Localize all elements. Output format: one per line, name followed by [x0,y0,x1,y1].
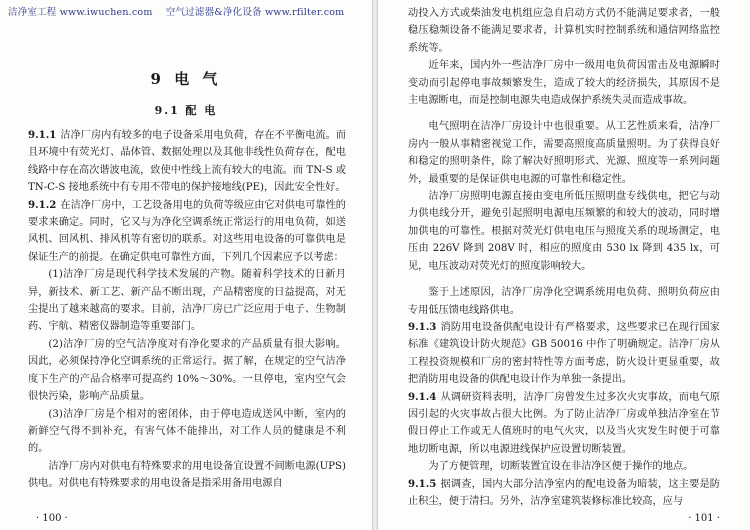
watermark-header [8,4,354,18]
left_page-paragraph [28,127,346,197]
right_page-paragraph [408,458,720,475]
paragraph-text: (1)洁净厂房是现代科学技术发展的产物。随着科学技术的日新月异，新技术、新工艺、新产品不断出现，产品精密度的日益提高，对无尘提出了越来越高的要求。目前，洁净厂房已广泛应用于电子、生物制药、宇航、精密仪器制造等重要部门。 [28,269,346,333]
paragraph-text: 鉴于上述原因，洁净厂房净化空调系统用电负荷、照明负荷应由专用低压馈电线路供电。 [408,287,720,316]
clause-number: 9.1.4 [408,390,437,403]
left-page-body [28,127,346,493]
left_page-paragraph [28,406,346,458]
page-number-right: · 101 · [688,513,720,524]
paragraph-text: 近年来，国内外一些洁净厂房中一级用电负荷因雷击及电源瞬时变动而引起停电事故频繁发生，造成了较大的经济损失，其原因不是主电源断电，而是控制电源失电造成保护系统失灵而造成事故。 [408,60,720,107]
left_page-paragraph [28,197,346,267]
paragraph-text: 洁净厂房内对供电有特殊要求的用电设备宜设置不间断电源(UPS)供电。对供电有特殊要求的用电设备是指采用备用电源自 [28,460,346,490]
paragraph-text: 洁净厂房照明电源直接由变电所低压照明盘专线供电，把它与动力供电线分开，避免引起照明电源电压频繁的和较大的波动，同时增加供电的可靠性。根据对荧光灯供电电压与照度关系的现场测定，电压由 226V 降到 208V 时，相应的照度由 530 lx 降到 435 lx，可见，电压波动对荧光灯的照度影响较大。 [408,191,720,272]
watermark-site-2: 空气过滤器&净化设备 www.rfilter.com [165,7,345,18]
left_page-paragraph [28,336,346,406]
right_page-paragraph [408,476,720,511]
paragraph-text: 动投入方式或柴油发电机组应急自启动方式仍不能满足要求者，一般稳压稳频设备不能满足要求者，计算机实时控制系统和通信网络监控系统等。 [408,8,720,54]
right_page-paragraph [408,188,720,275]
right_page-paragraph [408,118,720,188]
paragraph-text: 为了方便管理，切断装置宜设在非洁净区便于操作的地点。 [428,461,694,473]
paragraph-text: 消防用电设备供配电设计有严格要求，这些要求已在现行国家标准《建筑设计防火规范》GB 50016 中作了明确规定。洁净厂房从工程投资规模和厂房的密封特性等方面考虑，防火设计更显重要，故把消防用电设备的供配电设计作为单独一条提出。 [408,321,720,386]
paragraph-text: 电气照明在洁净厂房设计中也很重要。从工艺性质来看，洁净厂房内一般从事精密视觉工作，需要高照度高质量照明。为了获得良好和稳定的照明条件，除了解决好照明形式、光源、照度等一系列问题外，最重要的是保证供电电源的可靠性和稳定性。 [408,121,720,185]
paragraph-text: (2)洁净厂房的空气洁净度对有净化要求的产品质量有很大影响。因此，必须保持净化空调系统的正常运行。据了解，在规定的空气洁净度下生产的产品合格率可提高约 10%～30%。一旦停电，室内空气会很快污染，影响产品质量。 [28,338,346,403]
clause-number: 9.1.1 [28,129,57,141]
left-page [0,0,372,530]
right_page-paragraph [408,5,720,57]
paragraph-text: (3)洁净厂房是个相对的密闭体，由于停电造成送风中断，室内的新鲜空气得不到补充，有害气体不能排出，对工作人员的健康是不利的。 [28,408,346,455]
clause-number: 9.1.5 [408,477,437,490]
paragraph-text: 洁净厂房内有较多的电子设备采用电负荷，存在不平衡电流。而且环境中有荧光灯、晶体管、数据处理以及其他非线性负荷存在，配电线路中存在高次谐波电流，致使中性线上流有较大的电流。而 TN-S 或 TN-C-S 接地系统中有专用不带电的保护接地线(PE)，因此安全性好。 [28,130,346,194]
watermark-site-1: 洁净室工程 www.iwuchen.com [8,7,153,18]
section-title: 9.1 配 电 [154,104,218,117]
chapter-title: 9 电 气 [150,70,222,88]
right_page-paragraph [408,389,720,459]
paragraph-text: 据调查，国内大部分洁净室内的配电设备为暗装，这主要是防止积尘，便于清扫。另外，洁净室建筑装修标准比较高，应与 [408,478,720,507]
right-page [378,0,750,530]
paragraph-text: 在洁净厂房中，工艺设备用电的负荷等级应由它对供电可靠性的要求来确定。同时，它又与为净化空调系统正常运行的用电负荷，如送风机、回风机、排风机等有密切的联系。对这些用电设备的可靠供电是保证生产的前提。在确定供电可靠性方面，下列几个因素应予以考虑： [28,199,346,263]
paragraph-text: 从调研资料表明，洁净厂房曾发生过多次火灾事故，而电气原因引起的火灾事故占很大比例。为了防止洁净厂房或单独洁净室在节假日停止工作或无人值班时的电气火灾，以及当火灾发生时便于可靠地切断电源，所以电源进线保护应设置切断装置。 [408,391,720,455]
right_page-paragraph [408,57,720,109]
right_page-paragraph [408,319,720,389]
left_page-paragraph [28,458,346,493]
left_page-paragraph [28,266,346,336]
right_page-paragraph [408,284,720,319]
page-number-left: · 100 · [36,513,68,524]
clause-number: 9.1.3 [408,320,437,333]
clause-number: 9.1.2 [28,198,57,211]
right-page-body [408,5,720,510]
